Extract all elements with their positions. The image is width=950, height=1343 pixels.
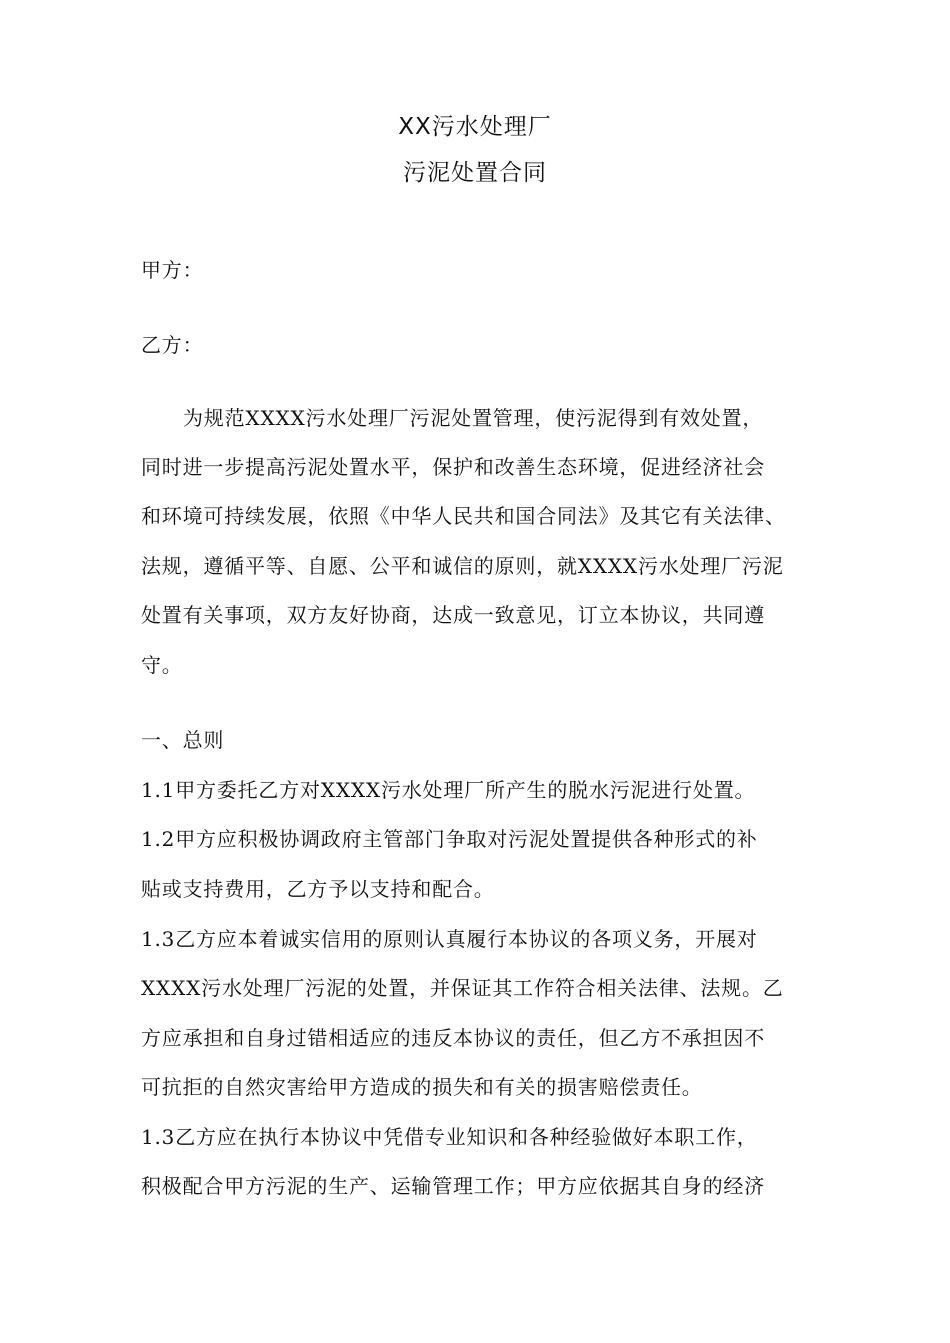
clause-line: 方应承担和自身过错相适应的违反本协议的责任，但乙方不承担因不 [141,1026,765,1050]
section-heading: 一、总则 [141,728,225,752]
party-b-label: 乙方： [141,333,204,357]
party-a-label: 甲方： [141,258,204,282]
document-title-line2: 污泥处置合同 [403,160,547,186]
intro-line: 守。 [141,653,183,677]
intro-line: 为规范XXXX污水处理厂污泥处置管理，使污泥得到有效处置， [183,406,764,430]
clause-line: 积极配合甲方污泥的生产、运输管理工作；甲方应依据其自身的经济 [141,1174,765,1198]
intro-line: 法规，遵循平等、自愿、公平和诚信的原则，就XXXX污水处理厂污泥 [141,554,784,578]
clause-line: 1.1甲方委托乙方对XXXX污水处理厂所产生的脱水污泥进行处置。 [141,778,756,802]
document-title-line1: XX污水处理厂 [398,114,552,140]
clause-line: 1.3乙方应本着诚实信用的原则认真履行本协议的各项义务，开展对 [141,927,758,951]
intro-line: 和环境可持续发展，依照《中华人民共和国合同法》及其它有关法律、 [141,504,786,528]
clause-line: 1.3乙方应在执行本协议中凭借专业知识和各种经验做好本职工作， [141,1125,758,1149]
clause-line: XXXX污水处理厂污泥的处置，并保证其工作符合相关法律、法规。乙 [141,976,784,1000]
clause-line: 可抗拒的自然灾害给甲方造成的损失和有关的损害赔偿责任。 [141,1075,703,1099]
clause-line: 贴或支持费用，乙方予以支持和配合。 [141,877,495,901]
intro-line: 同时进一步提高污泥处置水平，保护和改善生态环境，促进经济社会 [141,455,765,479]
intro-line: 处置有关事项，双方友好协商，达成一致意见，订立本协议，共同遵 [141,603,765,627]
clause-line: 1.2甲方应积极协调政府主管部门争取对污泥处置提供各种形式的补 [141,827,758,851]
